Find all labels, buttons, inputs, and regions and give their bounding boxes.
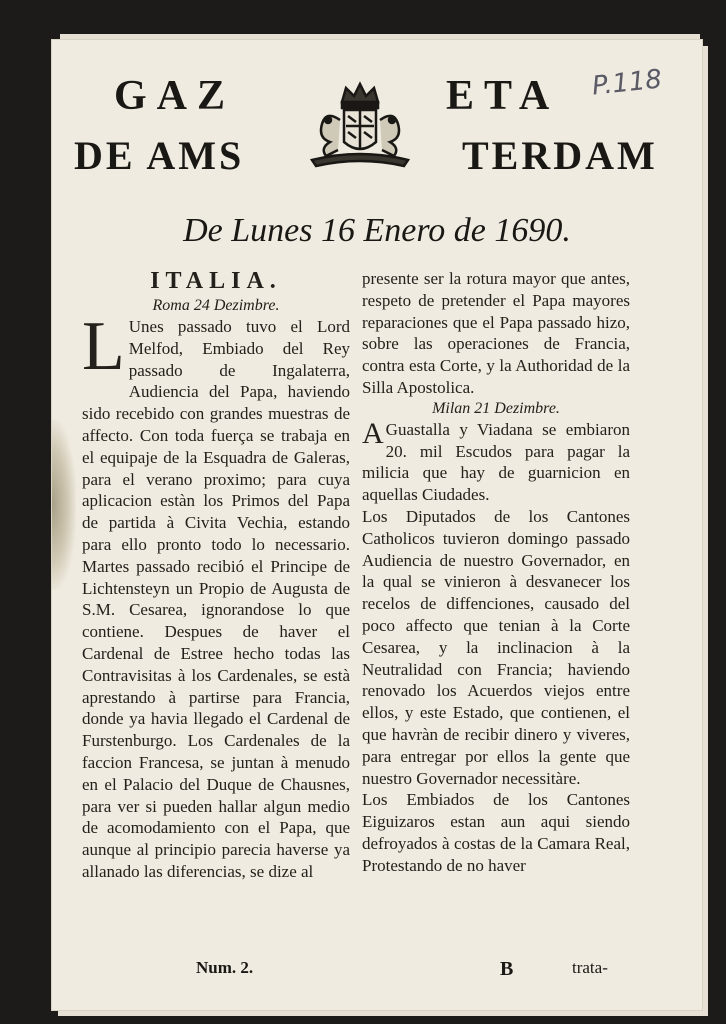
article-text: Guastalla y Viadana se embiaron 20. mil Escudos para pagar la milicia que hay de guarnicion en aquellas Ciudades. <box>362 419 630 505</box>
masthead-part: GAZ <box>114 73 236 119</box>
article-paragraph: Los Embiados de los Cantones Eiguizaros estan aun aqui siendo defroyados à costas de la Camara Real, Protestando de no haver <box>362 790 630 875</box>
placedate: Milan 21 Dezimbre. <box>432 399 560 417</box>
issue-dateline: De Lunes 16 Enero de 1690. <box>183 212 571 249</box>
crown-coat-of-arms-icon <box>304 80 416 170</box>
article-paragraph: presente ser la rotura mayor que antes, respeto de pretender el Papa mayores reparaciones que el Papa passado hizo, sobre las operaciones de Francia, contra esta Corte, y la Authoridad de la Silla Apostolica. <box>362 269 630 397</box>
handwritten-mark: P.118 <box>590 64 664 102</box>
article-paragraph: Los Diputados de los Cantones Catholicos tuvieron domingo passado Audiencia de nuestro Governador, en la qual se vinieron à desvanecer los recelos de diffenciones, causado del poco affecto que tenian à la Corte Cesarea, y la inclinacion à la Neutralidad con Francia; haviendo renovado los Acuerdos viejos entre ellos, y este Estado, que contienen, el que havràn de recibir dinero y viveres, para entregar por ellos la gente que nuestro Governador necessitàre. <box>362 506 630 788</box>
masthead-part: TERDAM <box>462 133 658 178</box>
article-paragraph <box>82 308 350 883</box>
section-heading: ITALIA. <box>150 268 282 294</box>
right-column <box>362 268 630 877</box>
masthead-part: ETA <box>446 73 560 119</box>
masthead-part: DE AMS <box>74 133 245 178</box>
gazette-page <box>52 40 702 1010</box>
page-stain <box>52 420 76 590</box>
drop-cap: L <box>82 308 125 385</box>
article-text: Unes passado tuvo el Lord Melfod, Embiado del Rey passado de Ingalaterra, Audiencia del Papa, haviendo sido recebido con grandes muestras de affecto. Con toda fuerça se trabaja en el equipaje de la Esquadra de Galeras, para el verano proximo; para cuya aplicacion estàn los Primos del Papa de partida à Civita Vechia, estando para ello pronto todo lo necessario. Martes passado recibió el Principe de Lichtensteyn un Propio de Augusta de S.M. Cesarea, ignorandose lo que contiene. Despues de haver el Cardenal de Estree hecho todas las Contravisitas à los Cardenales, se està aprestando à partirse para Francia, donde ya havia llegado el Cardenal de Furstenburgo. Los Cardenales de la faccion Francesa, se juntan à menudo en el Palacio del Duque de Chausnes, para ver si pueden hallar algun medio de acomodamiento con el Papa, que aunque al principio parecia haverse ya allanado las diferencias, se dize al <box>82 317 350 881</box>
article-paragraph <box>362 416 630 506</box>
catchword: trata- <box>572 958 608 977</box>
issue-number: Num. 2. <box>196 958 254 977</box>
placedate: Roma 24 Dezimbre. <box>152 297 280 314</box>
left-column <box>82 268 350 883</box>
signature-mark: B <box>500 958 514 980</box>
drop-cap: A <box>362 416 384 450</box>
page-footer <box>52 958 702 982</box>
